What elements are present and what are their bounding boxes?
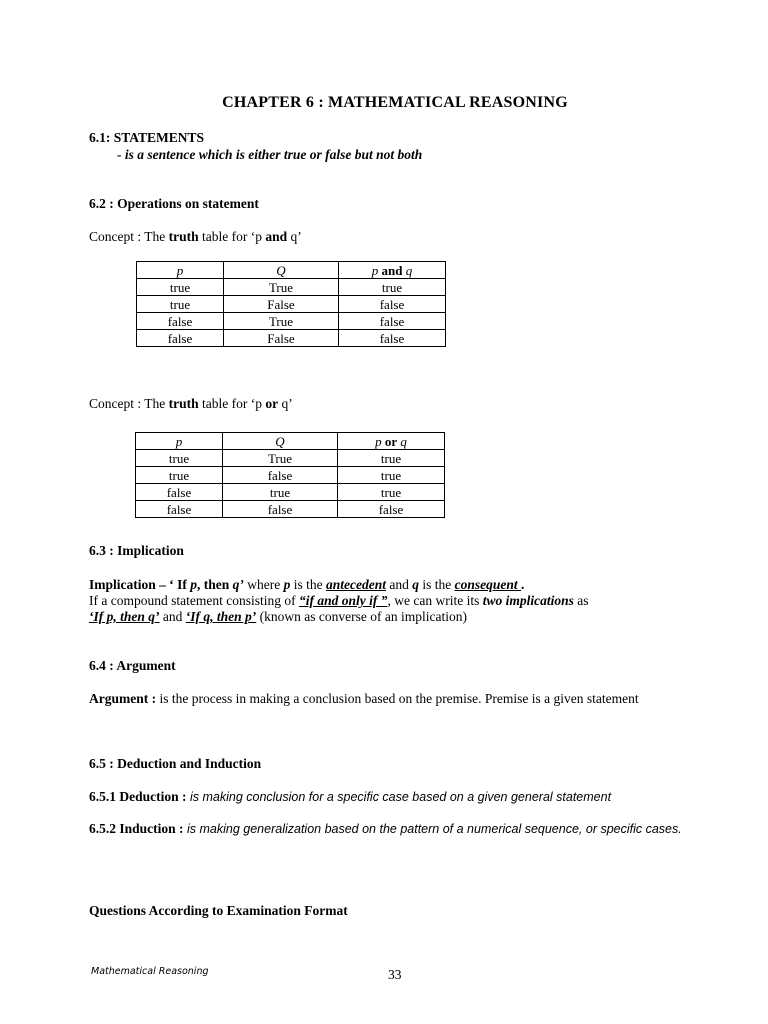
table-row bbox=[137, 279, 446, 296]
cell: true bbox=[339, 279, 446, 296]
header-p: p bbox=[137, 262, 224, 279]
table-row bbox=[137, 313, 446, 330]
concept-or-line: Concept : The truth table for ‘p or q’ bbox=[89, 396, 293, 411]
header-p: p bbox=[136, 433, 223, 450]
induction-definition: 6.5.2 Induction : is making generalization based on the pattern of a numerical sequence, or specific cases. bbox=[89, 821, 682, 836]
converse-line: ‘If p, then q’ and ‘If q, then p’ (known as converse of an implication) bbox=[89, 609, 467, 624]
argument-definition: Argument : is the process in making a conclusion based on the premise. Premise is a given statement bbox=[89, 691, 639, 706]
footer-title: Mathematical Reasoning bbox=[91, 966, 209, 977]
cell: true bbox=[338, 484, 445, 501]
cell: true bbox=[223, 484, 338, 501]
cell: True bbox=[224, 279, 339, 296]
cell: true bbox=[137, 296, 224, 313]
table-row bbox=[136, 484, 445, 501]
cell: false bbox=[136, 501, 223, 518]
header-p-or-q: p or q bbox=[338, 433, 445, 450]
cell: false bbox=[339, 330, 446, 347]
cell: false bbox=[136, 484, 223, 501]
page-number: 33 bbox=[388, 967, 402, 982]
cell: False bbox=[224, 330, 339, 347]
table-row bbox=[136, 450, 445, 467]
questions-heading: Questions According to Examination Format bbox=[89, 903, 348, 918]
header-p-and-q: p and q bbox=[339, 262, 446, 279]
cell: True bbox=[224, 313, 339, 330]
table-row bbox=[137, 296, 446, 313]
section-6-3-heading: 6.3 : Implication bbox=[89, 543, 184, 558]
header-q: Q bbox=[223, 433, 338, 450]
table-row bbox=[136, 501, 445, 518]
section-6-5-heading: 6.5 : Deduction and Induction bbox=[89, 756, 262, 771]
section-6-4-heading: 6.4 : Argument bbox=[89, 658, 176, 673]
cell: false bbox=[137, 313, 224, 330]
concept-and-line: Concept : The truth table for ‘p and q’ bbox=[89, 229, 302, 244]
cell: true bbox=[137, 279, 224, 296]
cell: false bbox=[339, 313, 446, 330]
cell: false bbox=[223, 501, 338, 518]
cell: True bbox=[223, 450, 338, 467]
cell: false bbox=[223, 467, 338, 484]
cell: False bbox=[224, 296, 339, 313]
table-row bbox=[136, 467, 445, 484]
cell: true bbox=[136, 467, 223, 484]
table-row bbox=[137, 330, 446, 347]
truth-table-and bbox=[136, 261, 446, 347]
iff-line: If a compound statement consisting of “if and only if ”, we can write its two implications as bbox=[89, 593, 589, 608]
table-header-row bbox=[137, 262, 446, 279]
implication-definition: Implication – ‘ If p, then q’ where p is the antecedent and q is the consequent . bbox=[89, 577, 525, 592]
section-6-2-heading: 6.2 : Operations on statement bbox=[89, 196, 259, 211]
page-title: CHAPTER 6 : MATHEMATICAL REASONING bbox=[222, 94, 568, 111]
section-6-1-heading: 6.1: STATEMENTS bbox=[89, 130, 205, 145]
statement-definition: - is a sentence which is either true or false but not both bbox=[117, 147, 423, 162]
table-header-row bbox=[136, 433, 445, 450]
deduction-definition: 6.5.1 Deduction : is making conclusion for a specific case based on a given general statement bbox=[89, 789, 612, 804]
truth-table-or bbox=[135, 432, 445, 518]
header-q: Q bbox=[224, 262, 339, 279]
cell: false bbox=[137, 330, 224, 347]
cell: false bbox=[338, 501, 445, 518]
cell: true bbox=[338, 450, 445, 467]
cell: true bbox=[338, 467, 445, 484]
cell: true bbox=[136, 450, 223, 467]
cell: false bbox=[339, 296, 446, 313]
